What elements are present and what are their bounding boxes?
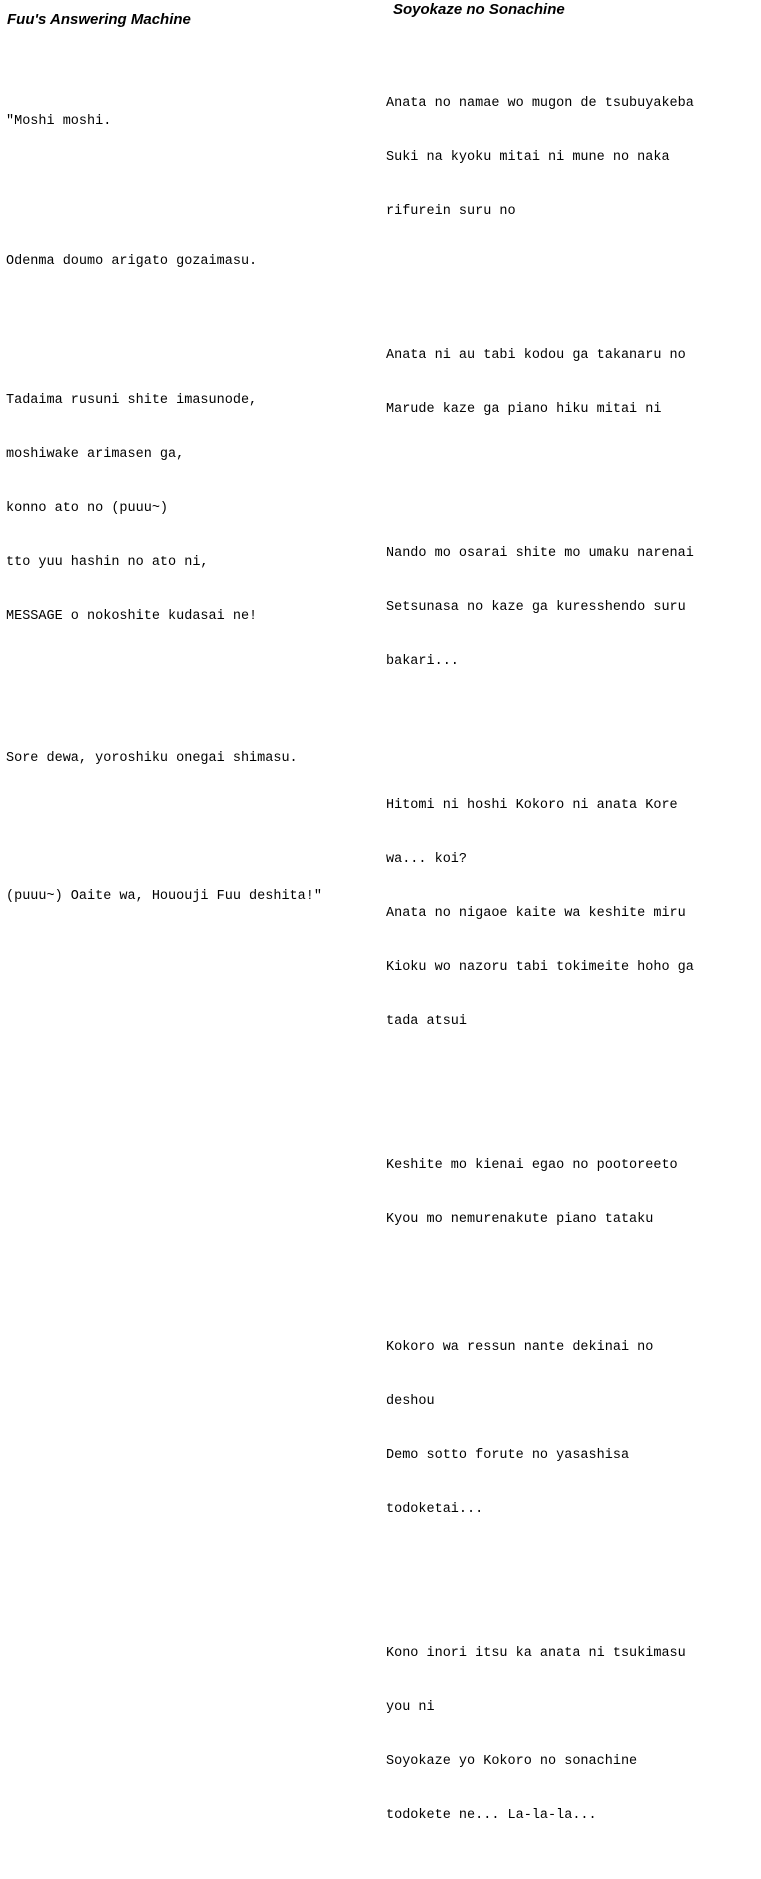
message-line: konno ato no (puuu~) (6, 501, 169, 516)
message-paragraph (6, 714, 322, 804)
lyrics-line: Soyokaze yo Kokoro no sonachine (386, 1754, 638, 1769)
lyrics-line: Anata no namae wo mugon de tsubuyakeba (386, 96, 694, 111)
lyrics-line: Demo sotto forute no yasashisa (386, 1448, 630, 1463)
lyrics-line: bakari... (386, 654, 459, 669)
message-line: "Moshi moshi. (6, 114, 112, 129)
lyrics-line: Suki na kyoku mitai ni mune no naka (386, 150, 670, 165)
song-lyrics (386, 23, 694, 1879)
lyrics-line: you ni (386, 1700, 435, 1715)
message-line: moshiwake arimasen ga, (6, 447, 185, 462)
song-title: Soyokaze no Sonachine (393, 1, 565, 18)
lyrics-line: Anata ni au tabi kodou ga takanaru no (386, 348, 686, 363)
message-line: tto yuu hashin no ato ni, (6, 555, 209, 570)
answering-machine-title: Fuu's Answering Machine (7, 11, 191, 28)
lyrics-stanza (386, 1121, 694, 1265)
message-paragraph (6, 77, 322, 167)
lyrics-line: Setsunasa no kaze ga kuresshendo suru (386, 600, 686, 615)
answering-machine-message (6, 41, 322, 960)
lyrics-line: deshou (386, 1394, 435, 1409)
lyrics-stanza (386, 59, 694, 257)
lyrics-line: todoketai... (386, 1502, 484, 1517)
lyrics-stanza (386, 509, 694, 707)
lyrics-line: tada atsui (386, 1014, 468, 1029)
lyrics-line: Hitomi ni hoshi Kokoro ni anata Kore (386, 798, 678, 813)
lyrics-line: Kyou mo nemurenakute piano tataku (386, 1212, 654, 1227)
lyrics-stanza (386, 1609, 694, 1861)
lyrics-stanza (386, 1303, 694, 1555)
lyrics-line: Kioku wo nazoru tabi tokimeite hoho ga (386, 960, 694, 975)
lyrics-stanza (386, 761, 694, 1067)
lyrics-line: Keshite mo kienai egao no pootoreeto (386, 1158, 678, 1173)
message-line: MESSAGE o nokoshite kudasai ne! (6, 609, 258, 624)
lyrics-line: Kokoro wa ressun nante dekinai no (386, 1340, 654, 1355)
lyrics-line: Marude kaze ga piano hiku mitai ni (386, 402, 662, 417)
message-paragraph (6, 356, 322, 662)
message-line: Odenma doumo arigato gozaimasu. (6, 254, 258, 269)
lyrics-line: Anata no nigaoe kaite wa keshite miru (386, 906, 686, 921)
lyrics-line: wa... koi? (386, 852, 468, 867)
message-line: Sore dewa, yoroshiku onegai shimasu. (6, 751, 298, 766)
message-paragraph (6, 852, 322, 942)
lyrics-line: Nando mo osarai shite mo umaku narenai (386, 546, 694, 561)
lyrics-line: todokete ne... La-la-la... (386, 1808, 597, 1823)
lyrics-line: rifurein suru no (386, 204, 516, 219)
lyrics-stanza (386, 311, 694, 455)
message-line: (puuu~) Oaite wa, Hououji Fuu deshita!" (6, 889, 322, 904)
message-line: Tadaima rusuni shite imasunode, (6, 393, 258, 408)
message-paragraph (6, 217, 322, 307)
lyrics-line: Kono inori itsu ka anata ni tsukimasu (386, 1646, 686, 1661)
